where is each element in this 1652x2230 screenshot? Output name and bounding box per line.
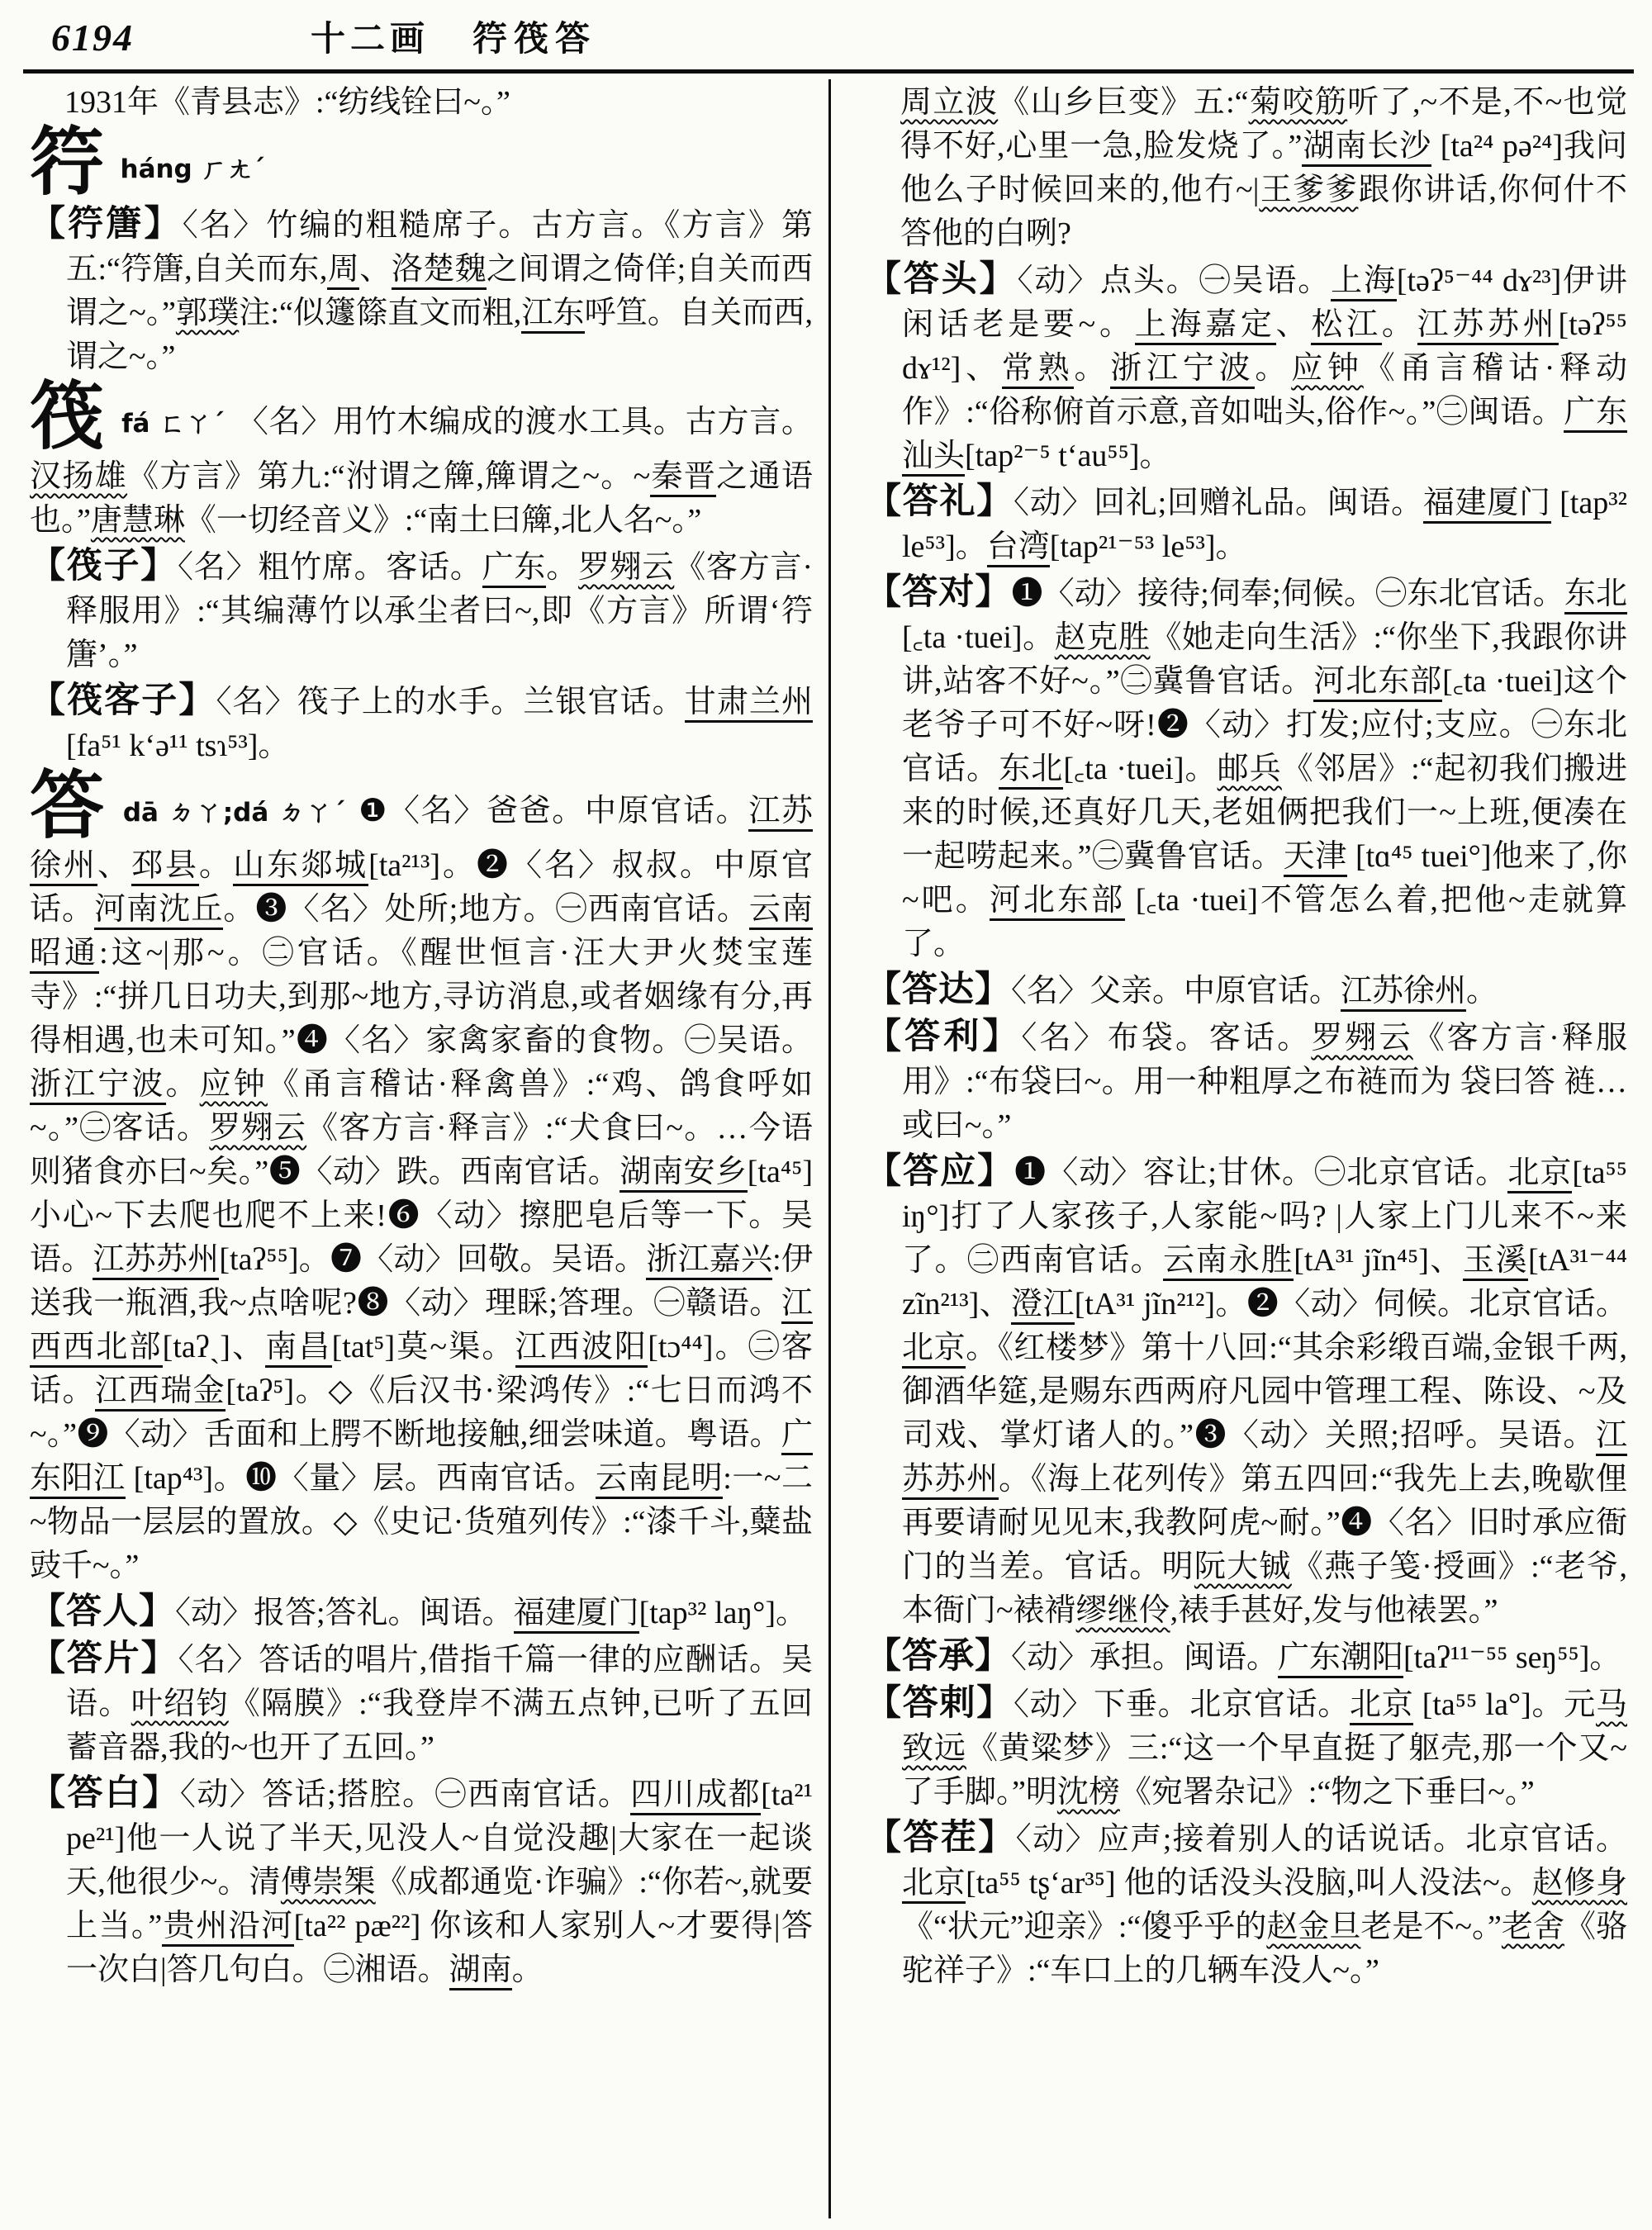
place-name: 广东阳江 — [30, 1417, 813, 1499]
place-name: 云南昭通 — [30, 892, 813, 974]
proper-name: 阮大铖 — [1194, 1549, 1292, 1584]
entry-body: 〈动〉报答;答礼。闽语。福建厦门[tap³² laŋ°]。 — [175, 1596, 807, 1634]
entry-body: 〈动〉应声;接着别人的话说话。北京官话。北京[ta⁵⁵ tʂ‘ar³⁵] 他的话没头没脑,叫人没法~。赵修身《“状元”迎亲》:“傻乎乎的赵金旦老是不~。”老舍《骆驼祥子》:“车口上的几辆车没人~。” — [902, 1822, 1628, 1988]
section-headword-chars: 筕筏答 — [472, 21, 597, 59]
place-name: 北京 — [902, 1331, 966, 1369]
place-name: 江苏徐州 — [30, 794, 813, 886]
proper-name: 罗翙云 — [1311, 1021, 1413, 1056]
proper-name: 赵金旦 — [1266, 1910, 1361, 1944]
entry-dada — [866, 968, 1627, 1013]
proper-name: 应钟 — [199, 1067, 268, 1102]
place-name: 澄江 — [1011, 1287, 1075, 1325]
entry-body: ❶〈名〉爸爸。中原官话。江苏徐州、邳县。山东郯城[ta²¹³]。❷〈名〉叔叔。中原官话。河南沈丘。❸〈名〉处所;地方。㊀西南官话。云南昭通:这~|那~。㊁官话。《醒世恒言·汪大尹火焚宝莲寺》:“拼几日功夫,到那~地方,寻访消息,或者姻缘有分,再得相遇,也未可知。”❹〈名〉家禽家畜的食物。㊀吴语。浙江宁波。应钟《甬言稽诂·释禽兽》:“鸡、鸽食呼如~。”㊁客话。罗翙云《客方言·释言》:“犬食曰~。…今语则猪食亦曰~矣。”❺〈动〉跌。西南官话。湖南安乡[ta⁴⁵] 小心~下去爬也爬不上来!❻〈动〉擦肥皂后等一下。吴语。江苏苏州[taʔ⁵⁵]。❼〈动〉回敬。吴语。浙江嘉兴:伊送我一瓶酒,我~点啥呢?❽〈动〉理睬;答理。㊀赣语。江西西北部[taʔˏ]、南昌[tat⁵]莫~渠。江西波阳[tɔ⁴⁴]。㊁客话。江西瑞金[taʔ⁵]。◇《后汉书·梁鸿传》:“七日而鸿不~。”❾〈动〉舌面和上腭不断地接触,细尝味道。粤语。广东阳江 [tap⁴³]。❿〈量〉层。西南官话。云南昆明:一~二~物品一层层的置放。◇《史记·货殖列传》:“漆千斗,糵盐豉千~。” — [30, 794, 813, 1583]
place-name: 四川成都 — [630, 1777, 761, 1815]
entry-body: 〈名〉竹编的粗糙席子。古方言。《方言》第五:“筕篖,自关而东,周、洛楚魏之间谓之倚佯;自关而西谓之~。”郭璞注:“似籧篨直文而粗,江东呼笪。自关而西,谓之~。” — [66, 208, 813, 374]
entry-fakezi — [30, 679, 813, 768]
entry-body: 〈名〉用竹木编成的渡水工具。古方言。汉扬雄《方言》第九:“泭谓之簰,簰谓之~。~秦晋之通语也。”唐慧琳《一切经音义》:“南土曰簰,北人名~。” — [30, 405, 814, 538]
place-name: 周 — [327, 252, 359, 290]
place-name: 江苏苏州 — [93, 1242, 219, 1280]
place-name: 江苏苏州 — [1417, 307, 1559, 345]
proper-name: 罗翙云 — [577, 550, 675, 585]
place-name: 湖南安乡 — [620, 1155, 747, 1193]
place-name: 江苏徐州 — [1341, 974, 1466, 1012]
place-name: 台湾 — [987, 529, 1050, 567]
place-name: 湖南 — [449, 1952, 512, 1990]
entry-headword: 【答对】 — [866, 573, 1012, 612]
stroke-section-label: 十二画 — [311, 21, 430, 59]
entry-daren — [30, 1590, 813, 1635]
proper-name: 缪继伶 — [1075, 1593, 1170, 1628]
entry-headword: 【答头】 — [866, 260, 1018, 299]
proper-name: 王爹爹 — [1259, 173, 1359, 207]
place-name: 东北 — [999, 752, 1063, 790]
entry-body: 〈动〉承担。闽语。广东潮阳[taʔ¹¹⁻⁵⁵ seŋ⁵⁵]。 — [1011, 1640, 1621, 1678]
place-name: 山东郯城 — [233, 848, 368, 886]
entry-headword: 【筏子】 — [30, 547, 178, 586]
place-name: 浙江宁波 — [30, 1067, 166, 1105]
place-name: 福建厦门 — [514, 1596, 639, 1634]
proper-name: 汉扬雄 — [30, 459, 128, 494]
place-name: 河北东部 — [1313, 664, 1442, 702]
place-name: 湖南长沙 — [1302, 129, 1431, 167]
place-name: 上海 — [1331, 263, 1397, 301]
headword-big-character: 筏 — [30, 377, 105, 458]
entry-dali-bag — [866, 1015, 1627, 1148]
entry-body: 〈动〉答话;搭腔。㊀西南官话。四川成都[ta²¹ pe²¹]他一人说了半天,见没人~自觉没趣|大家在一起谈天,他很少~。清傅崇榘《成都通览·诈骗》:“你若~,就要上当。”贵州沿河[ta²² pæ²²] 你该和人家别人~才要得|答一次白|答几句白。㊁湘语。湖南。 — [66, 1777, 813, 1990]
entry-headword: 【答利】 — [866, 1018, 1022, 1056]
place-name: 松江 — [1311, 307, 1381, 345]
headword-big-character: 答 — [30, 766, 106, 847]
place-name: 天津 — [1284, 839, 1347, 877]
proper-name: 罗翙云 — [209, 1111, 307, 1146]
place-name: 上海嘉定 — [1135, 307, 1276, 345]
entry-headword: 【答应】 — [866, 1152, 1015, 1191]
entry-dali-ritual — [866, 480, 1627, 569]
entry-fa-character — [30, 377, 814, 543]
entry-body: 〈名〉父亲。中原官话。江苏徐州。 — [1011, 974, 1498, 1012]
pronunciation: háng ㄏㄤˊ — [120, 154, 266, 184]
place-name: 江苏苏州 — [902, 1418, 1627, 1500]
entry-body: 〈动〉点头。㊀吴语。上海[təʔ⁵⁻⁴⁴ dɤ²³]伊讲闲话老是要~。上海嘉定、松江。江苏苏州[təʔ⁵⁵ dɤ¹²]、常熟。浙江宁波。应钟《甬言稽诂·释动作》:“俗称俯首示意,音如咄头,俗作~。”㊁闽语。广东汕头[tap²⁻⁵ t‘au⁵⁵]。 — [902, 263, 1627, 477]
place-name: 北京 — [1507, 1155, 1572, 1193]
place-name: 常熟 — [1002, 351, 1075, 389]
entry-headword: 【答承】 — [866, 1637, 1011, 1676]
place-name: 贵州沿河 — [162, 1909, 293, 1947]
entry-headword: 【答达】 — [866, 970, 1011, 1009]
entry-body: 〈名〉布袋。客话。罗翙云《客方言·释服用》:“布袋曰~。用一种粗厚之布裢而为 袋曰答 裢…或曰~。” — [902, 1021, 1627, 1143]
entry-body: 〈动〉回礼;回赠礼品。闽语。福建厦门 [tap³² le⁵³]。台湾[tap²¹⁻⁵³ le⁵³]。 — [902, 486, 1627, 567]
carryover-paragraph: 1931年《青县志》:“纺线铨曰~。” — [64, 85, 510, 120]
proper-name: 应钟 — [1291, 351, 1364, 386]
place-name: 云南昆明 — [596, 1461, 723, 1499]
proper-name: 叶绍钧 — [131, 1687, 229, 1721]
proper-name: 菊咬筋 — [1248, 85, 1348, 120]
proper-name: 傅崇榘 — [280, 1865, 376, 1900]
place-name: 秦晋 — [650, 459, 716, 497]
place-name: 河北东部 — [990, 883, 1125, 921]
pronunciation: dā ㄉㄚ;dá ㄉㄚˊ — [122, 798, 348, 828]
entry-body: 〈名〉答话的唱片,借指千篇一律的应酬话。吴语。叶绍钧《隔膜》:“我登岸不满五点钟,已听了五回蓄音器,我的~也开了五回。” — [66, 1643, 813, 1765]
place-name: 广东潮阳 — [1278, 1640, 1403, 1678]
place-name: 江西西北部 — [30, 1286, 813, 1368]
entry-headword: 【筕篖】 — [30, 205, 183, 244]
entry-dapian — [30, 1637, 813, 1770]
entry-da-character — [30, 766, 813, 1588]
entry-dadui — [866, 571, 1627, 966]
entry-body: 〈名〉筏子上的水手。兰银官话。甘肃兰州[fa⁵¹ k‘ə¹¹ tsɿ⁵³]。 — [66, 685, 813, 763]
entry-headword: 【答片】 — [30, 1639, 178, 1678]
right-column — [866, 81, 1627, 1995]
entry-hang-character — [30, 122, 813, 204]
place-name: 北京 — [1350, 1687, 1413, 1725]
proper-name: 老舍 — [1501, 1910, 1564, 1944]
place-name: 福建厦门 — [1423, 486, 1551, 524]
proper-name: 郭璞 — [175, 296, 240, 330]
entry-headword: 【答剌】 — [866, 1684, 1014, 1723]
page-header — [51, 12, 1619, 63]
entry-dabai — [30, 1772, 813, 1992]
proper-name: 沈榜 — [1056, 1775, 1120, 1810]
place-name: 云南永胜 — [1163, 1243, 1294, 1281]
headword-big-character: 筕 — [30, 122, 104, 204]
place-name: 洛楚魏 — [392, 252, 487, 290]
entry-headword: 【答礼】 — [866, 482, 1014, 521]
entry-datou — [866, 258, 1627, 478]
entry-headword: 【答人】 — [30, 1592, 175, 1631]
entry-hangtang — [30, 202, 813, 379]
entry-dala — [866, 1682, 1627, 1815]
entry-headword: 【答茬】 — [866, 1819, 1016, 1858]
entry-fazi — [30, 544, 813, 677]
carryover-paragraph: 周立波《山乡巨变》五:“菊咬筋听了,~不是,不~也觉得不好,心里一急,脸发烧了。”湖南长沙 [ta²⁴ pə²⁴]我问他么子时候回来的,他冇~|王爹爹跟你讲话,你何什不答他的白咧? — [900, 85, 1627, 251]
proper-name: 唐慧琳 — [90, 503, 185, 538]
entry-dacheng — [866, 1635, 1627, 1680]
entry-body: 〈名〉粗竹席。客话。广东。罗翙云《客方言·释服用》:“其编薄竹以承尘者曰~,即《方言》所谓‘筕篖’。” — [66, 550, 813, 672]
left-column — [30, 81, 813, 1994]
proper-name: 赵克胜 — [1054, 620, 1151, 655]
entry-dacha — [866, 1816, 1627, 1993]
proper-name: 周立波 — [900, 85, 999, 120]
entry-body: 〈动〉下垂。北京官话。北京 [ta⁵⁵ la°]。元马致远《黄粱梦》三:“这一个早直挺了躯壳,那一个又~了手脚。”明沈榜《宛署杂记》:“物之下垂曰~。” — [902, 1687, 1627, 1810]
place-name: 广东汕头 — [902, 395, 1627, 477]
place-name: 广东 — [482, 550, 547, 588]
place-name: 玉溪 — [1463, 1243, 1528, 1281]
pronunciation: fá ㄈㄚˊ — [121, 409, 225, 439]
entry-headword: 【筏客子】 — [30, 681, 216, 720]
place-name: 邳县 — [131, 848, 199, 886]
header-rule — [23, 69, 1634, 74]
place-name: 江西波阳 — [515, 1330, 648, 1368]
place-name: 江西瑞金 — [95, 1374, 225, 1412]
place-name: 浙江嘉兴 — [646, 1242, 772, 1280]
proper-name: 马致远 — [902, 1687, 1627, 1766]
proper-name: 赵修身 — [1531, 1866, 1627, 1900]
page-number: 6194 — [51, 17, 134, 59]
entry-body: ❶〈动〉容让;甘休。㊀北京官话。北京[ta⁵⁵ iŋ°]打了人家孩子,人家能~吗? |人家上门儿来不~来了。㊁西南官话。云南永胜[tA³¹ jĩn⁴⁵]、玉溪[tA³¹⁻⁴⁴ zĩn²¹³]、澄江[tA³¹ jĩn²¹²]。❷〈动〉伺候。北京官话。北京。《红楼梦》第十八回:“其余彩缎百端,金银千两,御酒华筵,是赐东西两府凡园中管理工程、陈设、~及司戏、掌灯诸人的。”❸〈动〉关照;招呼。吴语。江苏苏州。《海上花列传》第五四回:“我先上去,晚歇俚再要请耐见见末,我教阿虎~耐。”❹〈名〉旧时承应衙门的当差。官话。明阮大铖《燕子笺·授画》:“老爷,本衙门~裱褙缪继伶,裱手甚好,发与他裱罢。” — [902, 1155, 1627, 1628]
place-name: 浙江宁波 — [1110, 351, 1255, 389]
entry-headword: 【答白】 — [30, 1774, 180, 1813]
place-name: 甘肃兰州 — [685, 685, 813, 723]
place-name: 河南沈丘 — [94, 892, 223, 930]
proper-name: 邮兵 — [1217, 752, 1282, 786]
place-name: 江东 — [521, 296, 584, 334]
place-name: 东北 — [1564, 576, 1627, 614]
entry-daying — [866, 1150, 1627, 1633]
entry-body: ❶〈动〉接待;伺奉;伺候。㊀东北官话。东北[꜀ta ·tuei]。赵克胜《她走向生活》:“你坐下,我跟你讲讲,站客不好~。”㊁冀鲁官话。河北东部[꜀ta ·tuei]这个老爷子可不好~呀!❷〈动〉打发;应付;支应。㊀东北官话。东北[꜀ta ·tuei]。邮兵《邻居》:“起初我们搬进来的时候,还真好几天,老姐俩把我们一~上班,便凑在一起唠起来。”㊁冀鲁官话。天津 [tɑ⁴⁵ tuei°]他来了,你~吧。河北东部 [꜀ta ·tuei]不管怎么着,把他~走就算了。 — [902, 576, 1627, 961]
place-name: 南昌 — [265, 1330, 331, 1368]
column-divider — [828, 79, 831, 2218]
place-name: 北京 — [902, 1866, 966, 1904]
